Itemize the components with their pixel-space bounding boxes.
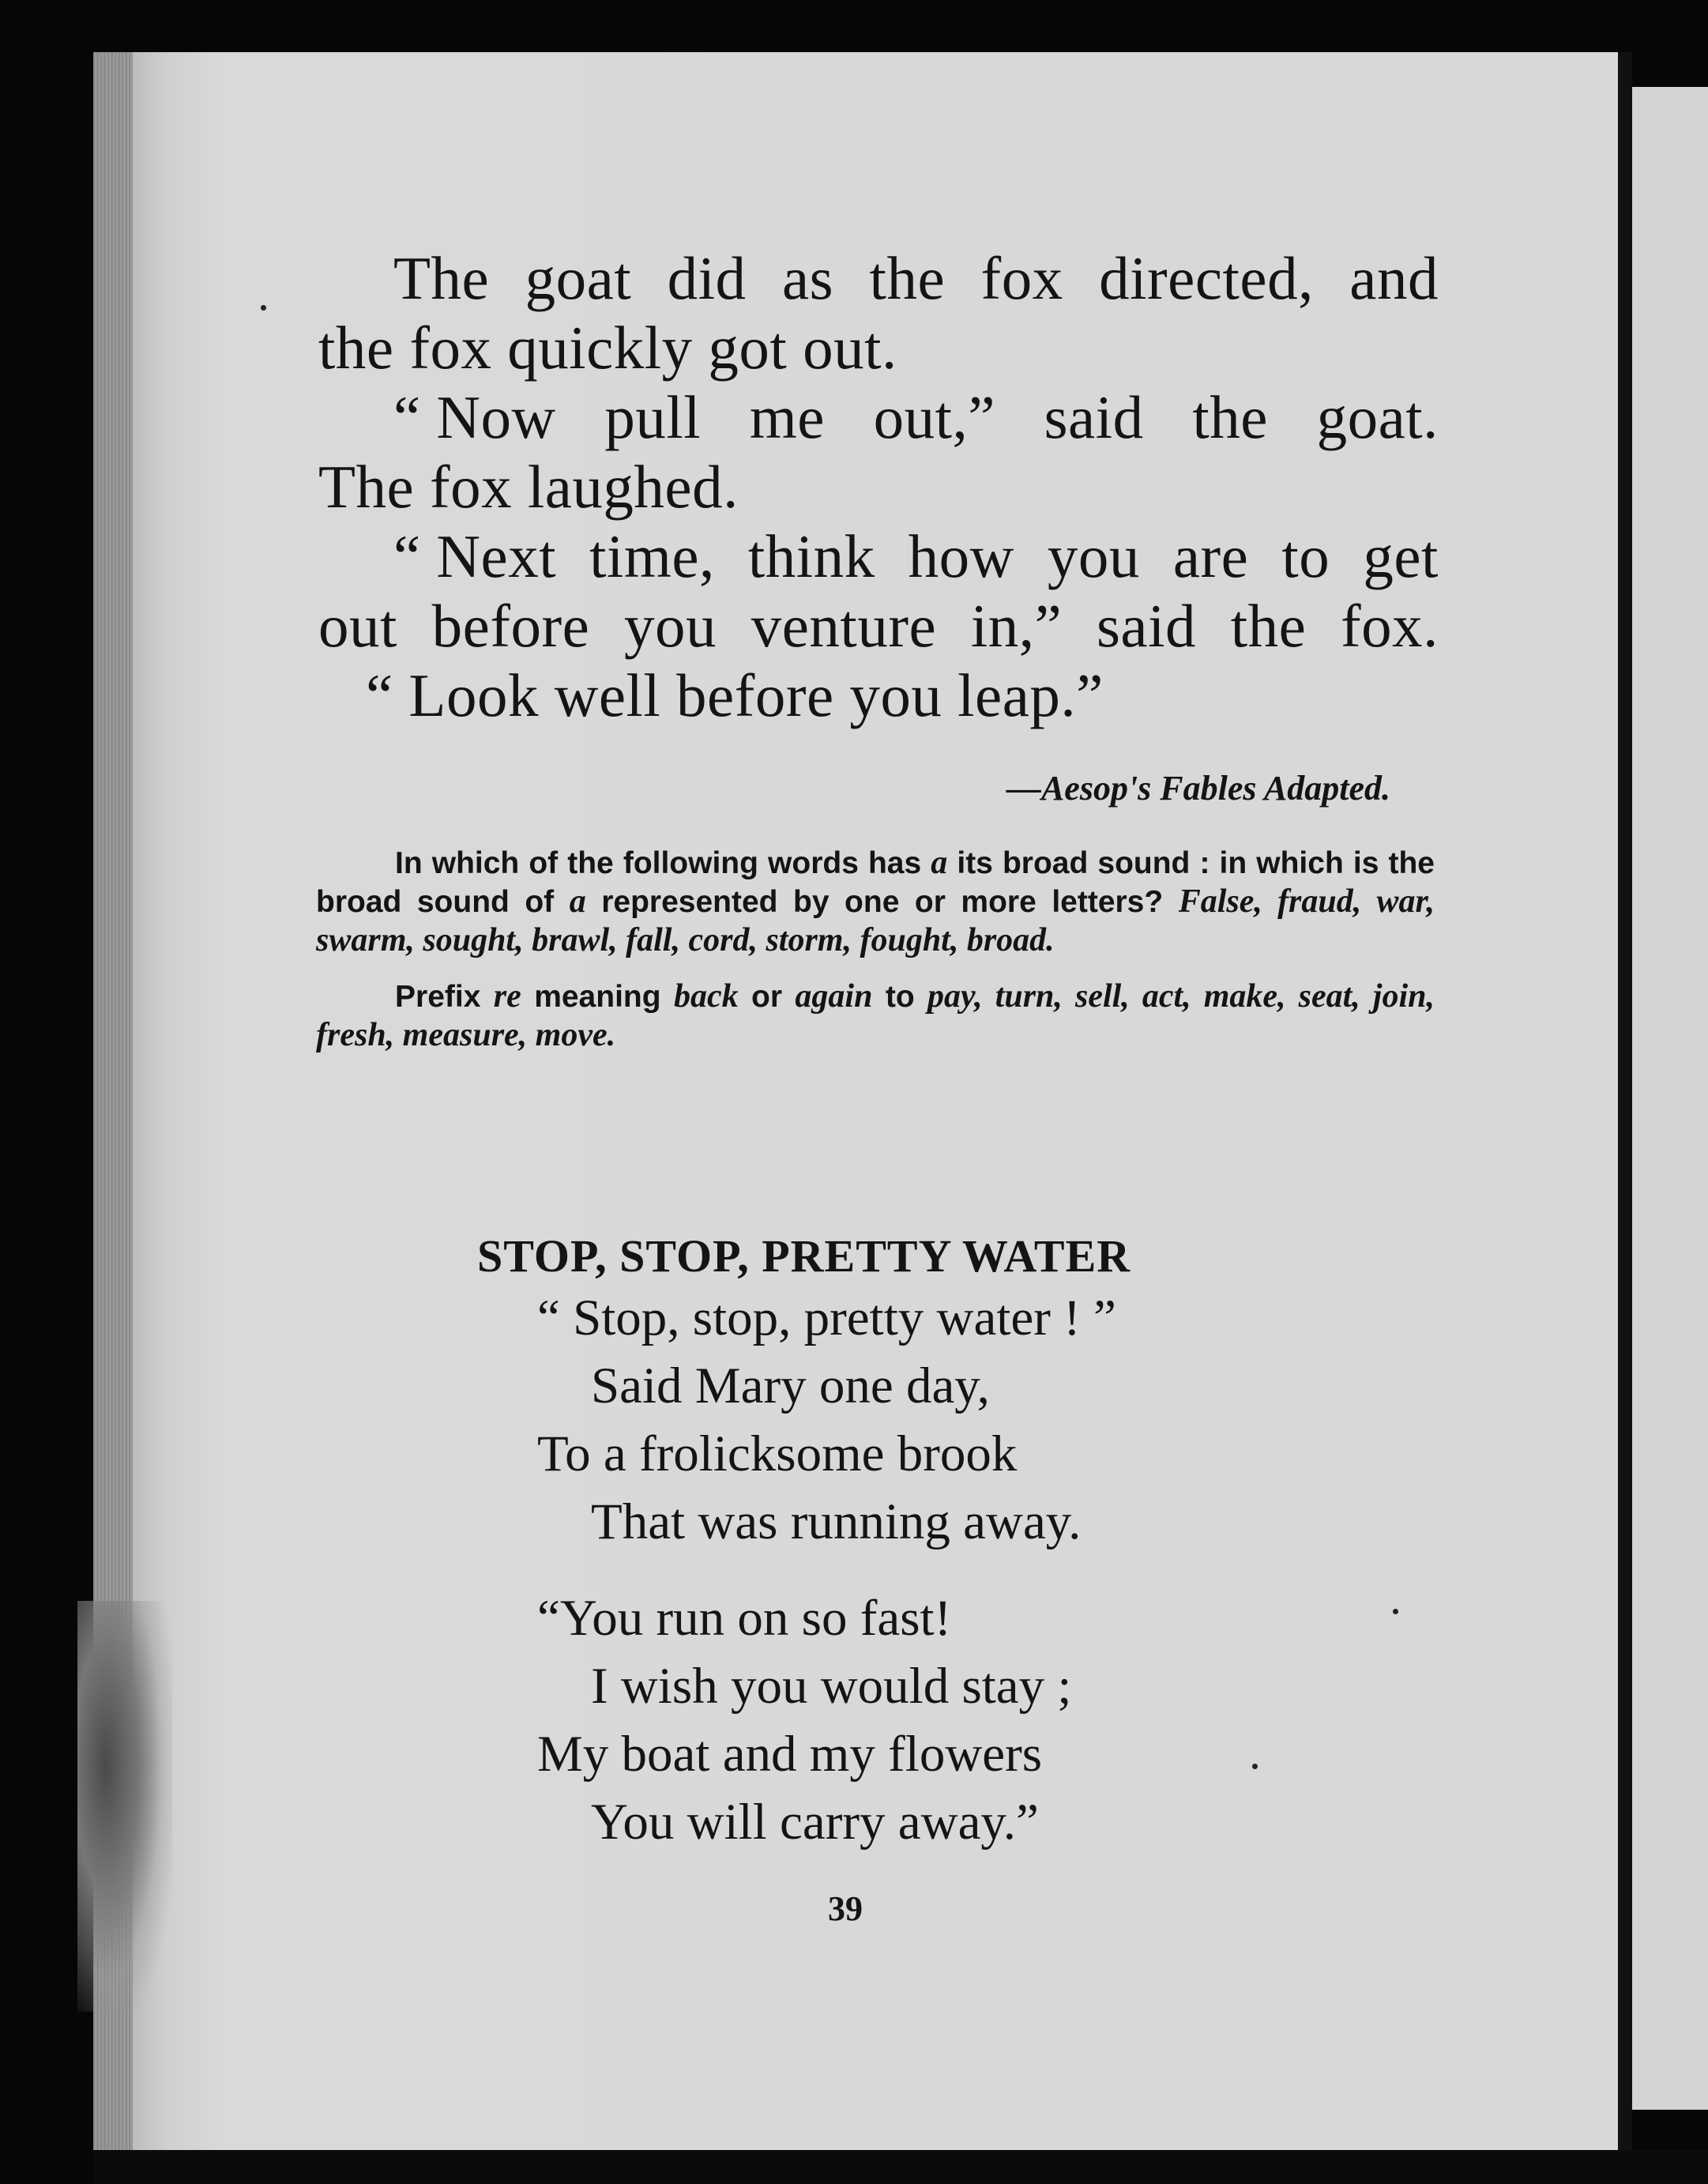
word: venture bbox=[751, 592, 937, 660]
word: goat. bbox=[1316, 383, 1439, 451]
fable-paragraph-1-line-2: the fox quickly got out. bbox=[318, 314, 897, 382]
poem-verse-line: I wish you would stay ; bbox=[591, 1658, 1072, 1715]
fable-text bbox=[318, 243, 1439, 730]
word: did bbox=[667, 244, 747, 312]
word: are bbox=[1172, 522, 1249, 590]
word: to bbox=[1281, 522, 1330, 590]
poem-verse-line: “You run on so fast! bbox=[537, 1590, 952, 1647]
poem-verse-line: My boat and my flowers bbox=[537, 1726, 1043, 1783]
fable-paragraph-3-line-3: “ Look well before you leap.” bbox=[366, 661, 1104, 729]
poem bbox=[537, 1284, 1248, 1856]
poem-verse-line: Said Mary one day, bbox=[591, 1357, 990, 1414]
exercise-2 bbox=[316, 977, 1435, 1055]
word: “ Next bbox=[393, 522, 557, 590]
word: in,” bbox=[970, 592, 1063, 660]
word: you bbox=[1047, 522, 1140, 590]
exercise-1-text: In which of the following words has bbox=[395, 846, 931, 880]
word: “ Now bbox=[393, 383, 556, 451]
exercise-1-emphasis: a bbox=[569, 883, 586, 920]
word: the bbox=[869, 244, 946, 312]
facing-page-edge bbox=[1632, 87, 1708, 2110]
page-speck bbox=[1252, 1764, 1258, 1769]
word: fox bbox=[980, 244, 1063, 312]
fable-paragraph-3-line-1 bbox=[318, 522, 1439, 591]
exercise-2-text: to bbox=[872, 980, 928, 1014]
word: you bbox=[624, 592, 717, 660]
word: as bbox=[781, 244, 834, 312]
exercise-2-word-list: pay, turn, sell, act, make, seat, join, fresh, measure, move. bbox=[316, 978, 1435, 1053]
word: goat bbox=[525, 244, 632, 312]
word: how bbox=[908, 522, 1014, 590]
word: out bbox=[318, 592, 397, 660]
poem-verse-line: That was running away. bbox=[591, 1493, 1082, 1550]
exercise-2-text: Prefix bbox=[395, 980, 494, 1014]
scan-bottom-border bbox=[93, 2150, 1708, 2184]
page-speck bbox=[261, 305, 266, 311]
word: said bbox=[1044, 383, 1144, 451]
fable-paragraph-2-line-2: The fox laughed. bbox=[318, 453, 739, 521]
page-stain bbox=[77, 1601, 172, 2012]
word: pull bbox=[604, 383, 702, 451]
poem-title: STOP, STOP, PRETTY WATER bbox=[477, 1230, 1131, 1282]
exercise-2-emphasis: back bbox=[673, 978, 739, 1015]
word: said bbox=[1096, 592, 1196, 660]
exercise-1-emphasis: a bbox=[931, 845, 948, 881]
word: The bbox=[393, 244, 490, 312]
exercises bbox=[316, 844, 1435, 1072]
exercise-1 bbox=[316, 844, 1435, 960]
fable-attribution: —Aesop's Fables Adapted. bbox=[1006, 769, 1390, 808]
word: fox. bbox=[1341, 592, 1439, 660]
page-speck bbox=[1393, 1609, 1398, 1614]
word: time, bbox=[589, 522, 715, 590]
poem-verse-line: To a frolicksome brook bbox=[537, 1425, 1018, 1482]
exercise-2-text: meaning bbox=[521, 980, 674, 1014]
word: and bbox=[1349, 244, 1439, 312]
page-edge-shadow bbox=[1618, 52, 1632, 2150]
poem-verse-line: You will carry away.” bbox=[591, 1794, 1039, 1851]
exercise-2-emphasis: re bbox=[493, 978, 521, 1015]
exercise-2-emphasis: again bbox=[795, 978, 873, 1015]
exercise-2-text: or bbox=[738, 980, 796, 1014]
word: think bbox=[747, 522, 875, 590]
word: me bbox=[749, 383, 825, 451]
word: out,” bbox=[873, 383, 995, 451]
exercise-1-text: its broad sound : in which is the broad sound of bbox=[316, 846, 1435, 919]
poem-verse-line: “ Stop, stop, pretty water ! ” bbox=[537, 1290, 1116, 1346]
page-number: 39 bbox=[828, 1889, 863, 1928]
word: directed, bbox=[1099, 244, 1314, 312]
fable-paragraph-1-line-1 bbox=[318, 243, 1439, 313]
fable-paragraph-3-line-2 bbox=[318, 591, 1439, 661]
exercise-1-word-list: False, fraud, war, swarm, sought, brawl, fall, cord, storm, fought, broad. bbox=[316, 883, 1435, 958]
stanza-break bbox=[537, 1556, 1248, 1584]
fable-paragraph-2-line-1 bbox=[318, 382, 1439, 452]
exercise-1-text: represented by one or more letters? bbox=[585, 885, 1179, 919]
word: the bbox=[1230, 592, 1307, 660]
word: before bbox=[431, 592, 590, 660]
word: get bbox=[1363, 522, 1439, 590]
word: the bbox=[1192, 383, 1268, 451]
